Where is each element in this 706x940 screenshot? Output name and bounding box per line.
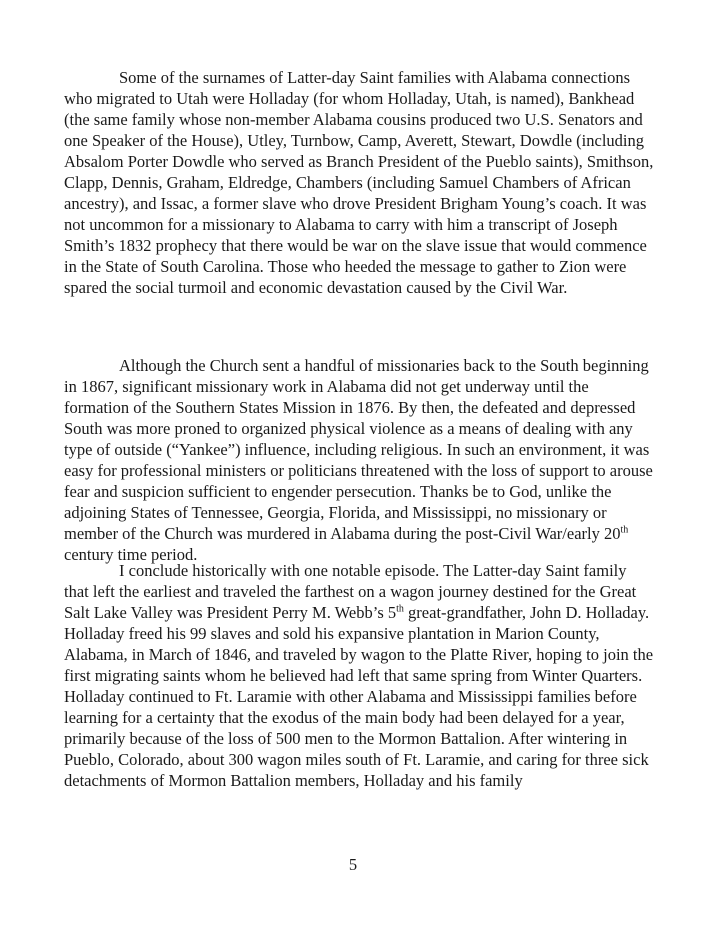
paragraph-1-text: Some of the surnames of Latter-day Saint families with Alabama connections who migrated to Utah were Holladay (for whom Holladay, Utah, is named), Bankhead (the same family whose non-member Alabama cousins produced two U.S. Senators and one Speaker of the House), Utley, Turnbow, Camp, Averett, Stewart, Dowdle (including Absalom Porter Dowdle who served as Branch President of the Pueblo saints), Smithson, Clapp, Dennis, Graham, Eldredge, Chambers (including Samuel Chambers of African ancestry), and Issac, a former slave who drove President Brigham Young’s coach. It was not uncommon for a missionary to Alabama to carry with him a transcript of Joseph Smith’s 1832 prophecy that there would be war on the slave issue that would commence in the State of South Carolina. Those who heeded the message to gather to Zion were spared the social turmoil and economic devastation caused by the Civil War. <box>64 68 654 297</box>
ordinal-superscript: th <box>396 603 404 615</box>
page-number: 5 <box>348 855 358 874</box>
paragraph-3-text-b: great-grandfather, John D. Holladay. Holladay freed his 99 slaves and sold his expansive plantation in Marion County, Alabama, in March of 1846, and traveled by wagon to the Platte River, hoping to join the first migrating saints whom he believed had left that same spring from Winter Quarters. Holladay continued to Ft. Laramie with other Alabama and Mississippi families before learning for a certainty that the exodus of the main body had been delayed for a year, primarily because of the loss of 500 men to the Mormon Battalion. After wintering in Pueblo, Colorado, about 300 wagon miles south of Ft. Laramie, and caring for three sick detachments of Mormon Battalion members, Holladay and his family <box>64 603 654 790</box>
paragraph-2-text-a: Although the Church sent a handful of missionaries back to the South beginning in 1867, significant missionary work in Alabama did not get underway until the formation of the Southern States Mission in 1876. By then, the defeated and depressed South was more proned to organized physical violence as a means of dealing with any type of outside (“Yankee”) influence, including religious. In such an environment, it was easy for professional ministers or politicians threatened with the loss of support to arouse fear and suspicion sufficient to engender persecution. Thanks be to God, unlike the adjoining States of Tennessee, Georgia, Florida, and Mississippi, no missionary or member of the Church was murdered in Alabama during the post-Civil War/early 20 <box>64 356 653 543</box>
ordinal-superscript: th <box>620 524 629 536</box>
paragraph-2-text-b: century time period. <box>64 545 198 564</box>
paragraph-3-text-a: I conclude historically with one notable episode. The Latter-day Saint family that left the earliest and traveled the farthest on a wagon journey destined for the Great Salt Lake Valley was President Perry M. Webb’s 5 <box>64 561 637 622</box>
body-paragraph-1 <box>64 67 654 298</box>
body-paragraph-2 <box>64 355 654 565</box>
body-paragraph-3 <box>64 560 654 791</box>
